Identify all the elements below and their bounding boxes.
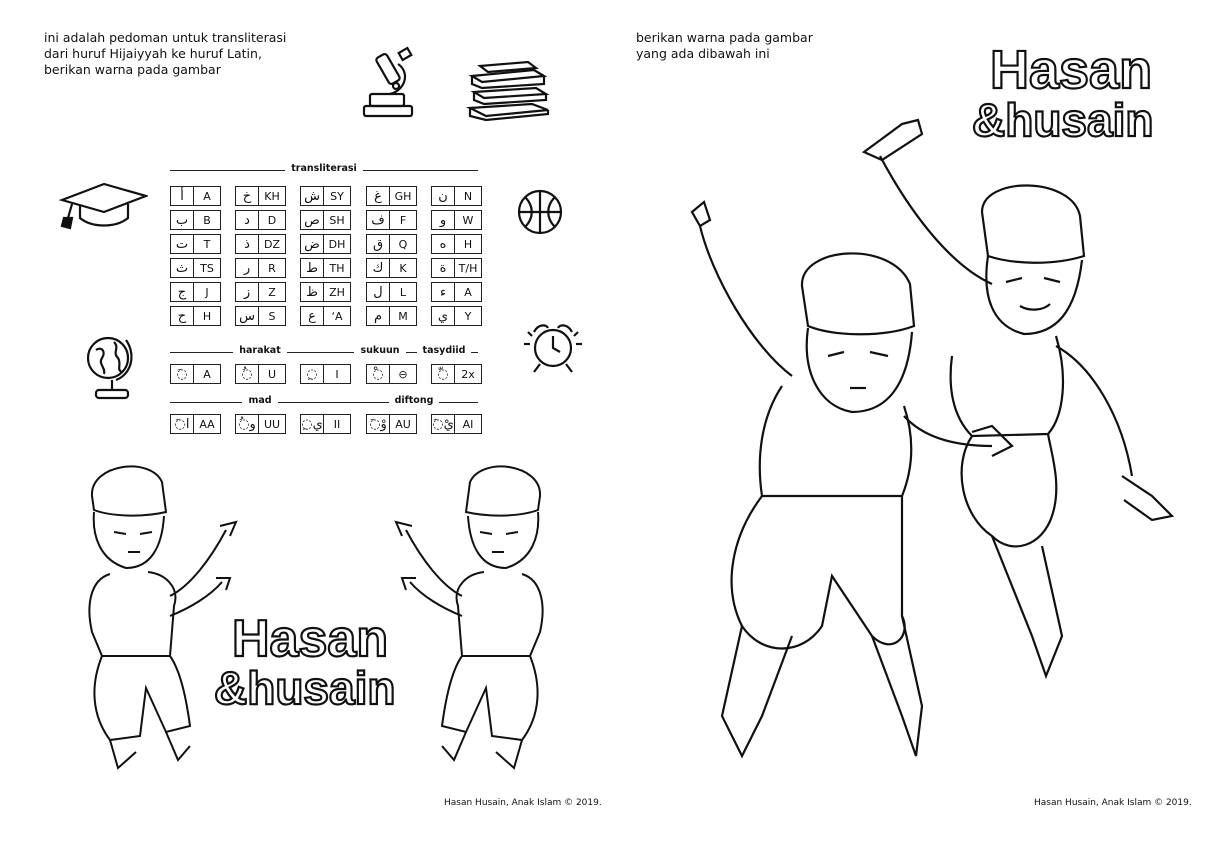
latin-letter: Y [454, 306, 482, 326]
hijaiyyah-letter: ث [170, 258, 194, 278]
latin-letter: Z [258, 282, 286, 302]
latin-letter: DZ [258, 234, 286, 254]
harakat-pair [235, 364, 286, 386]
mad-pair [300, 414, 351, 436]
latin-letter: R [258, 258, 286, 278]
translit-pair [366, 258, 417, 280]
latin-letter: B [193, 210, 221, 230]
latin-letter: F [389, 210, 417, 230]
hijaiyyah-letter: ع [300, 306, 324, 326]
right-page [612, 0, 1223, 853]
translit-pair [235, 234, 286, 256]
hijaiyyah-letter: ي [431, 306, 455, 326]
books-icon [462, 58, 552, 122]
arabic-mark: ◌َوْ [366, 414, 390, 434]
right-intro-line: yang ada dibawah ini [636, 46, 770, 61]
latin-letter: A [454, 282, 482, 302]
hijaiyyah-letter: ج [170, 282, 194, 302]
hijaiyyah-letter: ء [431, 282, 455, 302]
arabic-mark: ◌ّ [431, 364, 455, 384]
translit-pair [366, 306, 417, 328]
left-intro-line: dari huruf Hijaiyyah ke huruf Latin, [44, 46, 262, 61]
translit-pair [431, 306, 482, 328]
translit-pair [300, 186, 351, 208]
translit-pair [300, 306, 351, 328]
left-intro-line: ini adalah pedoman untuk transliterasi [44, 30, 287, 45]
tasydiid-title: tasydiid [410, 345, 478, 356]
hijaiyyah-letter: ر [235, 258, 259, 278]
translit-pair [431, 282, 482, 304]
latin-letter: TS [193, 258, 221, 278]
translit-pair [366, 210, 417, 232]
arabic-mark: ◌ْ [366, 364, 390, 384]
hijaiyyah-letter: ص [300, 210, 324, 230]
hijaiyyah-letter: ل [366, 282, 390, 302]
hijaiyyah-letter: م [366, 306, 390, 326]
arabic-mark: ◌َا [170, 414, 194, 434]
arabic-mark: ◌َ [170, 364, 194, 384]
translit-pair [366, 282, 417, 304]
right-footer: Hasan Husain, Anak Islam © 2019. [1034, 798, 1192, 808]
translit-pair [170, 186, 221, 208]
right-intro [636, 30, 813, 62]
right-intro-line: berikan warna pada gambar [636, 30, 813, 45]
latin-reading: 2x [454, 364, 482, 384]
translit-pair [170, 282, 221, 304]
logo-line2: &husain [972, 94, 1154, 146]
latin-letter: DH [323, 234, 351, 254]
arabic-mark: ◌َيْ [431, 414, 455, 434]
hijaiyyah-letter: ت [170, 234, 194, 254]
translit-pair [431, 186, 482, 208]
latin-letter: H [193, 306, 221, 326]
translit-pair [170, 258, 221, 280]
latin-letter: T [193, 234, 221, 254]
latin-letter: ‘A [323, 306, 351, 326]
translit-pair [300, 282, 351, 304]
mad-title: mad [170, 395, 350, 406]
hijaiyyah-letter: خ [235, 186, 259, 206]
hijaiyyah-letter: ذ [235, 234, 259, 254]
hijaiyyah-letter: أ [170, 186, 194, 206]
logo-line2: &husain [214, 662, 396, 714]
hijaiyyah-letter: غ [366, 186, 390, 206]
translit-pair [235, 210, 286, 232]
latin-letter: ZH [323, 282, 351, 302]
translit-pair [431, 258, 482, 280]
translit-pair [366, 234, 417, 256]
latin-letter: D [258, 210, 286, 230]
hasan-husain-logo [212, 606, 416, 714]
microscope-icon [360, 46, 422, 122]
hijaiyyah-letter: ب [170, 210, 194, 230]
alarm-clock-icon [520, 318, 586, 376]
latin-letter: A [193, 186, 221, 206]
latin-letter: J [193, 282, 221, 302]
graduation-cap-icon [58, 178, 148, 230]
translit-pair [170, 210, 221, 232]
hijaiyyah-letter: ك [366, 258, 390, 278]
latin-letter: W [454, 210, 482, 230]
left-intro [44, 30, 286, 78]
translit-pair [235, 282, 286, 304]
harakat-pair [300, 364, 351, 386]
translit-pair [431, 234, 482, 256]
hijaiyyah-letter: ش [300, 186, 324, 206]
latin-letter: SY [323, 186, 351, 206]
hijaiyyah-letter: ز [235, 282, 259, 302]
diftong-pair [366, 414, 417, 436]
tasydiid-pair [431, 364, 482, 386]
translit-pair [170, 234, 221, 256]
sukuun-pair [366, 364, 417, 386]
arabic-mark: ◌ِي [300, 414, 324, 434]
latin-reading: AI [454, 414, 482, 434]
mad-pair [235, 414, 286, 436]
hijaiyyah-letter: ف [366, 210, 390, 230]
hijaiyyah-letter: ظ [300, 282, 324, 302]
latin-letter: T/H [454, 258, 482, 278]
latin-reading: AA [193, 414, 221, 434]
latin-letter: M [389, 306, 417, 326]
latin-letter: S [258, 306, 286, 326]
arabic-mark: ◌ُو [235, 414, 259, 434]
latin-reading: II [323, 414, 351, 434]
latin-letter: KH [258, 186, 286, 206]
harakat-pair [170, 364, 221, 386]
translit-pair [235, 306, 286, 328]
hijaiyyah-letter: ة [431, 258, 455, 278]
translit-pair [300, 258, 351, 280]
basketball-icon [516, 188, 564, 236]
left-intro-line: berikan warna pada gambar [44, 62, 221, 77]
hijaiyyah-letter: ط [300, 258, 324, 278]
translit-pair [431, 210, 482, 232]
latin-reading: U [258, 364, 286, 384]
mad-pair [170, 414, 221, 436]
diftong-title: diftong [350, 395, 478, 406]
arabic-mark: ◌ُ [235, 364, 259, 384]
latin-reading: A [193, 364, 221, 384]
hijaiyyah-letter: د [235, 210, 259, 230]
boy-illustration-right [392, 456, 562, 776]
hijaiyyah-letter: ه [431, 234, 455, 254]
logo-line1: Hasan [990, 40, 1153, 100]
latin-reading: I [323, 364, 351, 384]
translit-pair [366, 186, 417, 208]
latin-letter: GH [389, 186, 417, 206]
latin-reading: AU [389, 414, 417, 434]
latin-letter: Q [389, 234, 417, 254]
logo-line1: Hasan [232, 610, 389, 668]
latin-letter: N [454, 186, 482, 206]
hijaiyyah-letter: ن [431, 186, 455, 206]
latin-letter: L [389, 282, 417, 302]
latin-letter: H [454, 234, 482, 254]
globe-icon [82, 328, 138, 402]
hijaiyyah-letter: و [431, 210, 455, 230]
translit-pair [235, 186, 286, 208]
arabic-mark: ◌ِ [300, 364, 324, 384]
translit-pair [170, 306, 221, 328]
harakat-title: harakat [170, 345, 350, 356]
translit-pair [300, 234, 351, 256]
translit-title: transliterasi [170, 163, 478, 174]
latin-reading: ⊖ [389, 364, 417, 384]
hijaiyyah-letter: س [235, 306, 259, 326]
hijaiyyah-letter: ح [170, 306, 194, 326]
hijaiyyah-letter: ق [366, 234, 390, 254]
latin-reading: UU [258, 414, 286, 434]
translit-pair [300, 210, 351, 232]
left-footer: Hasan Husain, Anak Islam © 2019. [444, 798, 602, 808]
translit-pair [235, 258, 286, 280]
diftong-pair [431, 414, 482, 436]
latin-letter: K [389, 258, 417, 278]
jumping-boys-illustration [652, 116, 1192, 796]
latin-letter: SH [323, 210, 351, 230]
hijaiyyah-letter: ض [300, 234, 324, 254]
sukuun-title: sukuun [350, 345, 410, 356]
latin-letter: TH [323, 258, 351, 278]
